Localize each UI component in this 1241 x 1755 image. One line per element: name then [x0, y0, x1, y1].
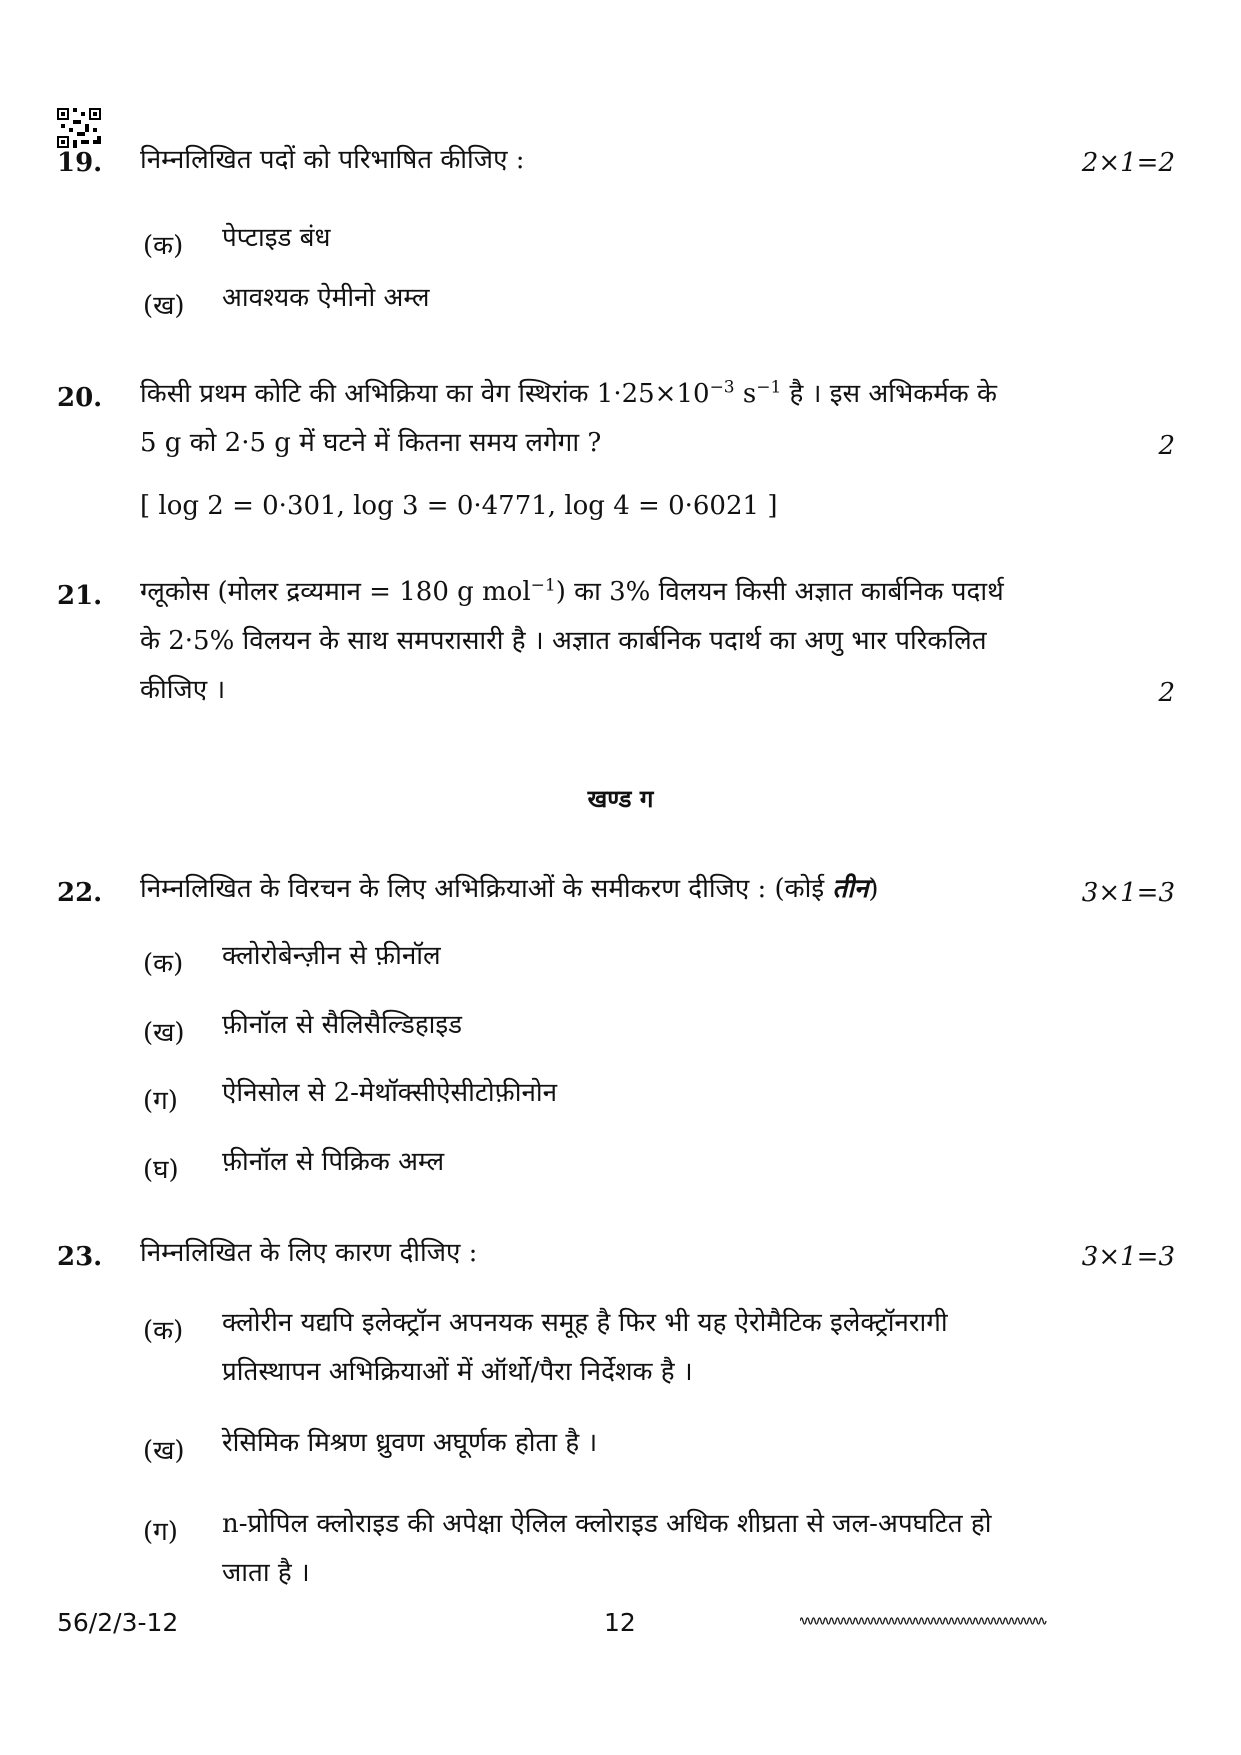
wavy-line-decoration	[800, 1614, 1050, 1628]
q19-text: निम्नलिखित पदों को परिभाषित कीजिए :	[140, 145, 525, 175]
q23-marks: 3×1=3	[1081, 1242, 1175, 1272]
q22-marks: 3×1=3	[1081, 878, 1175, 908]
section-heading: खण्ड ग	[587, 784, 654, 813]
q23-item-line2: जाता है ।	[222, 1558, 310, 1588]
q23-item-label: (ख)	[143, 1436, 185, 1466]
q19-item-label: (ख)	[143, 291, 185, 321]
q22-item-text: फ़ीनॉल से सैलिसैल्डिहाइड	[222, 1010, 463, 1040]
q20-marks: 2	[1158, 431, 1175, 461]
q23-item-line1: रेसिमिक मिश्रण ध्रुवण अघूर्णक होता है ।	[222, 1428, 598, 1458]
q22-item-label: (घ)	[143, 1155, 179, 1185]
q23-item-line2: प्रतिस्थापन अभिक्रियाओं में ऑर्थो/पैरा निर्देशक है ।	[222, 1357, 693, 1387]
q23-item-label: (क)	[143, 1316, 184, 1346]
q22-item-text: क्लोरोबेन्ज़ीन से फ़ीनॉल	[222, 941, 441, 971]
q23-item-line1: क्लोरीन यद्यपि इलेक्ट्रॉन अपनयक समूह है फिर भी यह ऐरोमैटिक इलेक्ट्रॉनरागी	[222, 1308, 948, 1338]
q23-number: 23.	[57, 1242, 103, 1272]
q21-line1: ग्लूकोस (मोलर द्रव्यमान = 180 g mol$^{-1}$) का 3% विलयन किसी अज्ञात कार्बनिक पदार्थ	[140, 575, 1004, 607]
q22-item-text: फ़ीनॉल से पिक्रिक अम्ल	[222, 1147, 445, 1177]
q22-item-label: (क)	[143, 949, 184, 979]
q22-text: निम्नलिखित के विरचन के लिए अभिक्रियाओं के समीकरण दीजिए : (कोई तीन)	[140, 874, 879, 904]
q20-number: 20.	[57, 383, 103, 413]
qr-code	[57, 108, 101, 148]
q23-item-label: (ग)	[143, 1517, 178, 1547]
q19-item-text: आवश्यक ऐमीनो अम्ल	[222, 283, 430, 313]
q20-line2: 5 g को 2·5 g में घटने में कितना समय लगेगा ?	[140, 428, 602, 458]
q22-item-text: ऐनिसोल से 2-मेथॉक्सीऐसीटोफ़ीनोन	[222, 1078, 558, 1108]
q22-number: 22.	[57, 878, 103, 908]
footer-paper-code: 56/2/3-12	[57, 1608, 179, 1637]
q22-item-label: (ख)	[143, 1018, 185, 1048]
q23-text: निम्नलिखित के लिए कारण दीजिए :	[140, 1238, 478, 1268]
q21-line2: के 2·5% विलयन के साथ समपरासारी है । अज्ञात कार्बनिक पदार्थ का अणु भार परिकलित	[140, 626, 987, 656]
q21-line3: कीजिए ।	[140, 675, 226, 705]
q19-item-text: पेप्टाइड बंध	[222, 223, 331, 253]
q19-number: 19.	[57, 148, 103, 178]
q21-number: 21.	[57, 581, 103, 611]
q19-marks: 2×1=2	[1081, 148, 1175, 178]
q22-item-label: (ग)	[143, 1086, 178, 1116]
q19-item-label: (क)	[143, 231, 184, 261]
q20-line1: किसी प्रथम कोटि की अभिक्रिया का वेग स्थिरांक $1\cdot 25\times 10^{-3}$ $s^{-1}$ है । इस अभिकर्मक के	[140, 377, 997, 409]
footer-page-number: 12	[604, 1608, 636, 1637]
q21-marks: 2	[1158, 678, 1175, 708]
q23-item-line1: n-प्रोपिल क्लोराइड की अपेक्षा ऐलिल क्लोराइड अधिक शीघ्रता से जल-अपघटित हो	[222, 1509, 992, 1539]
q20-given-data: [ log 2 = 0·301, log 3 = 0·4771, log 4 = 0·6021 ]	[140, 491, 778, 521]
